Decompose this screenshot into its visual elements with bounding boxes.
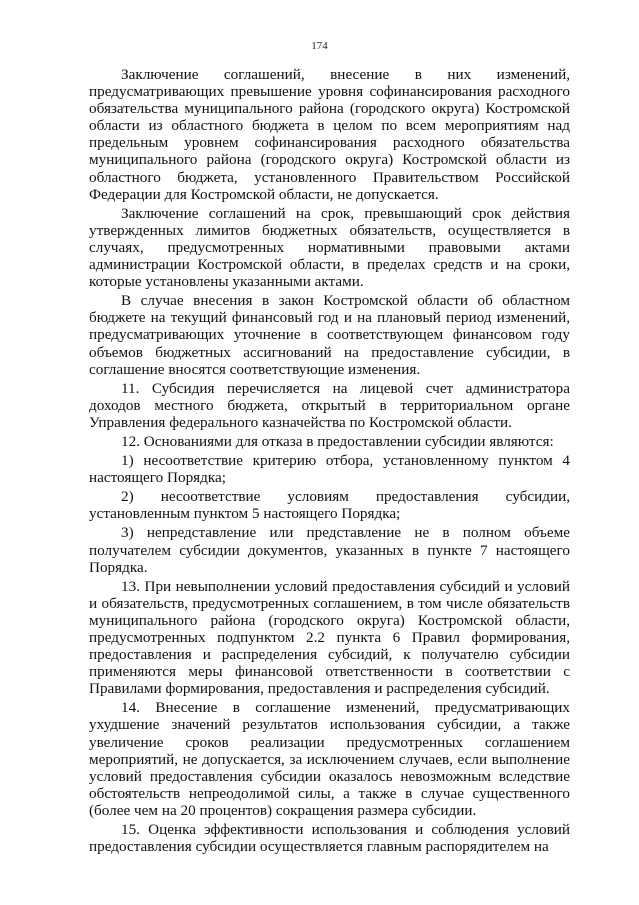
paragraph-item-12-sub-1: 1) несоответствие критерию отбора, установленному пунктом 4 настоящего Порядка; — [89, 452, 570, 487]
document-body — [89, 66, 570, 857]
paragraph-item-12: 12. Основаниями для отказа в предоставлении субсидии являются: — [121, 432, 554, 450]
paragraph-item-12-sub-2: 2) несоответствие условиям предоставления субсидии, установленным пунктом 5 настоящего Порядка; — [89, 488, 570, 523]
page-number: 174 — [311, 40, 328, 52]
paragraph-item-14: 14. Внесение в соглашение изменений, предусматривающих ухудшение значений результатов использования субсидии, а также увеличение сроков реализации предусмотренных соглашением мероприятий, не допускается, за исключением случаев, если выполнение условий предоставления субсидии оказалось невозможным вследствие обстоятельств непреодолимой силы, а также в случае существенного (более чем на 20 процентов) сокращения размера субсидии. — [89, 699, 570, 819]
paragraph-item-11: 11. Субсидия перечисляется на лицевой счет администратора доходов местного бюджета, открытый в территориальном органе Управления федерального казначейства по Костромской области. — [89, 379, 570, 431]
paragraph-item-13: 13. При невыполнении условий предоставления субсидий и условий и обязательств, предусмотренных соглашением, в том числе обязательств муниципального района (городского округа) Костромской области, предусмотренных подпунктом 2.2 пункта 6 Правил формирования, предоставления и распределения субсидий, к получателю субсидии применяются меры финансовой ответственности в соответствии с Правилами формирования, предоставления и распределения субсидий. — [89, 577, 570, 698]
paragraph-agreement-term: Заключение соглашений на срок, превышающий срок действия утвержденных лимитов бюджетных обязательств, осуществляется в случаях, предусмотренных нормативными правовыми актами администрации Костромской области, в пределах средств и на сроки, которые установлены указанными актами. — [89, 204, 570, 291]
paragraph-item-12-sub-3: 3) непредставление или представление не в полном объеме получателем субсидии документов, указанных в пункте 7 настоящего Порядка. — [89, 524, 570, 576]
paragraph-agreement-cofinancing: Заключение соглашений, внесение в них изменений, предусматривающих превышение уровня софинансирования расходного обязательства муниципального района (городского округа) Костромской области из областного бюджета в целом по всем мероприятиям над предельным уровнем софинансирования расходного обязательства муниципального района (городского округа) Костромской области из областного бюджета, установленного Правительством Российской Федерации для Костромской области, не допускается. — [89, 66, 570, 203]
paragraph-budget-law-changes: В случае внесения в закон Костромской области об областном бюджете на текущий финансовый год и на плановый период изменений, предусматривающих уточнение в соответствующем финансовом году объемов бюджетных ассигнований на предоставление субсидии, в соглашение вносятся соответствующие изменения. — [89, 292, 570, 378]
paragraph-item-15: 15. Оценка эффективности использования и соблюдения условий предоставления субсидии осуществляется главным распорядителем на — [89, 821, 570, 856]
